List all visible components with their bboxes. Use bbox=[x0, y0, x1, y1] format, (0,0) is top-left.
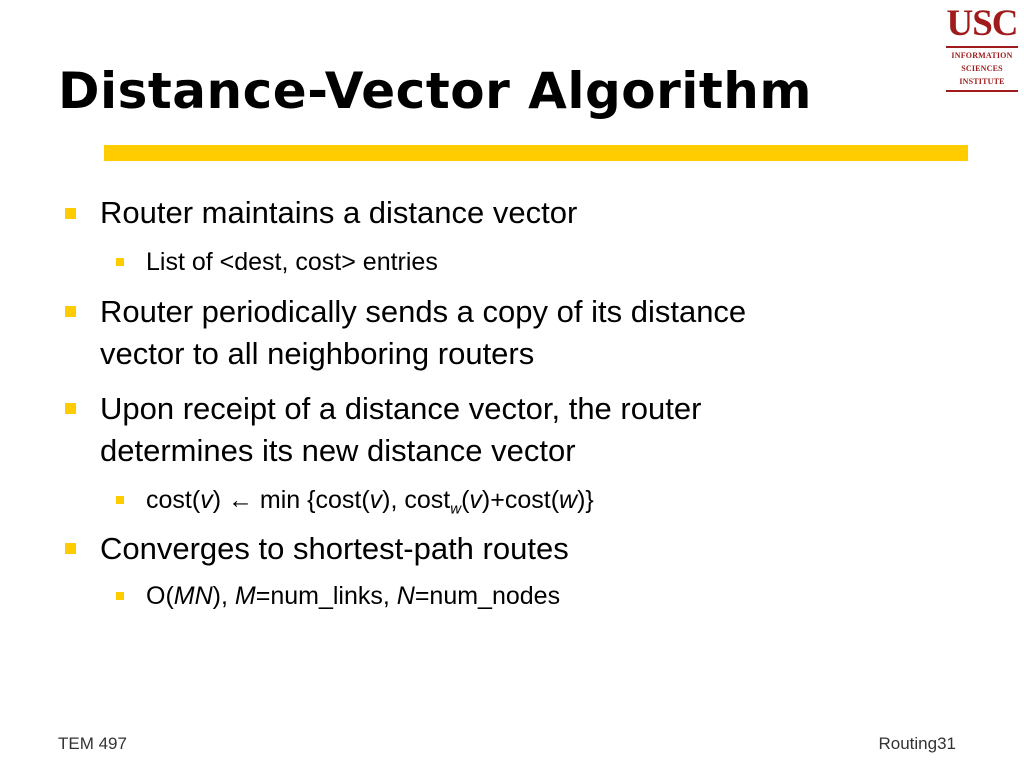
formula-part: ( bbox=[461, 486, 470, 514]
formula-part: min {cost( bbox=[252, 486, 370, 514]
title-underline-bar bbox=[104, 145, 968, 161]
bullet-marker bbox=[65, 403, 76, 414]
logo-line-3: INSTITUTE bbox=[959, 77, 1005, 86]
formula-part: ) bbox=[212, 486, 228, 514]
logo-rule-top bbox=[946, 46, 1018, 48]
formula-part: ), cost bbox=[382, 486, 451, 514]
formula-part: )+cost( bbox=[481, 486, 560, 514]
usc-isi-logo bbox=[944, 4, 1020, 96]
logo-rule-bottom bbox=[946, 90, 1018, 92]
bullet-item-line2: vector to all neighboring routers bbox=[100, 336, 535, 371]
bullet-item: Router maintains a distance vector bbox=[100, 195, 578, 230]
bullet-marker bbox=[65, 306, 76, 317]
formula-part: )} bbox=[577, 486, 594, 514]
formula-var: N bbox=[396, 582, 415, 610]
bullet-item-line1: Upon receipt of a distance vector, the router bbox=[100, 391, 702, 426]
slide-title: Distance-Vector Algorithm bbox=[58, 62, 813, 120]
bullet-item-line1: Router periodically sends a copy of its distance bbox=[100, 294, 747, 329]
bullet-item-line2: determines its new distance vector bbox=[100, 433, 576, 468]
complexity-formula bbox=[146, 580, 560, 612]
sub-bullet-marker bbox=[116, 258, 124, 266]
logo-line-1: INFORMATION bbox=[951, 51, 1013, 60]
formula-var: w bbox=[559, 486, 578, 514]
formula-part: cost( bbox=[146, 486, 201, 514]
left-arrow-symbol: ← bbox=[227, 486, 253, 514]
sub-bullet-item: List of <dest, cost> entries bbox=[146, 248, 438, 276]
formula-part: =num_links, bbox=[255, 582, 397, 610]
footer-left: TEM 497 bbox=[58, 734, 127, 753]
logo-line-2: SCIENCES bbox=[961, 64, 1003, 73]
bullet-item: Converges to shortest-path routes bbox=[100, 531, 569, 566]
footer-right: Routing31 bbox=[878, 734, 956, 753]
sub-bullet-marker bbox=[116, 592, 124, 600]
sub-bullet-marker bbox=[116, 496, 124, 504]
formula-var: v bbox=[369, 486, 383, 514]
formula-part: O( bbox=[146, 582, 174, 610]
cost-formula bbox=[146, 484, 594, 525]
formula-var: v bbox=[469, 486, 482, 514]
formula-var: MN bbox=[173, 582, 213, 610]
logo-usc-text: USC bbox=[946, 3, 1018, 44]
formula-part: =num_nodes bbox=[414, 582, 561, 610]
formula-subscript: w bbox=[450, 500, 462, 518]
formula-part: ), bbox=[212, 582, 235, 610]
formula-var: v bbox=[200, 486, 213, 514]
formula-var: M bbox=[234, 582, 256, 610]
bullet-marker bbox=[65, 208, 76, 219]
bullet-marker bbox=[65, 543, 76, 554]
